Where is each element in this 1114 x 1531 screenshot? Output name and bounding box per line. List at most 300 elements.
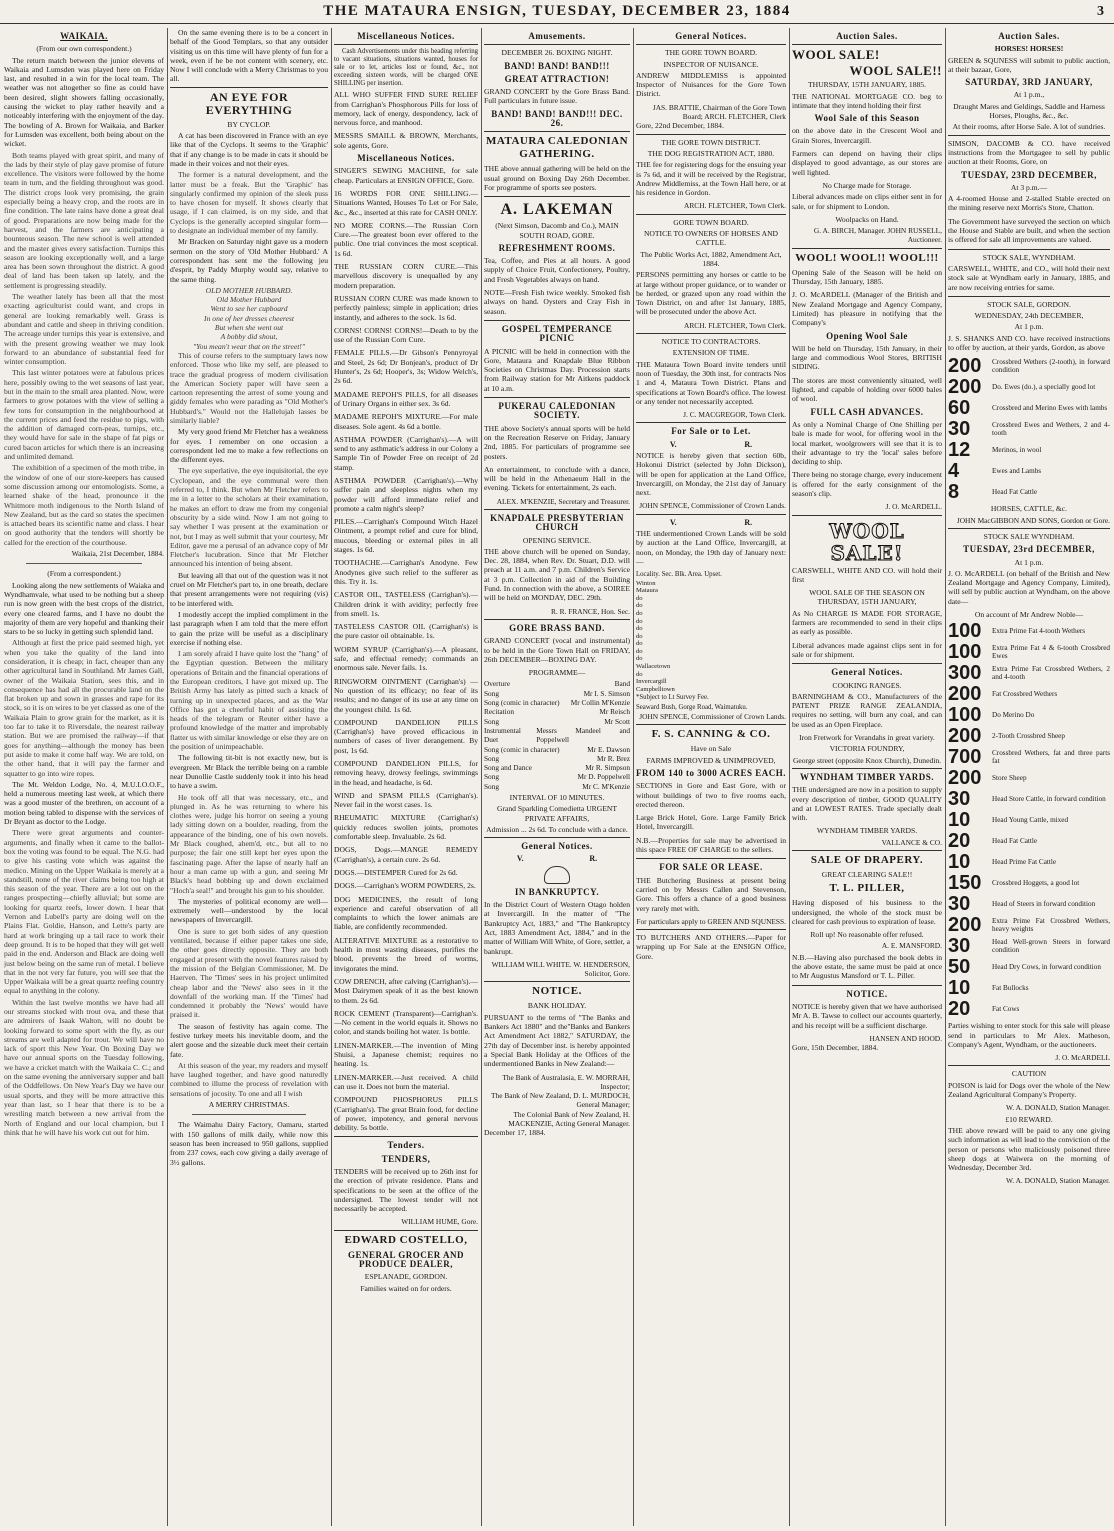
lands-table-row: do <box>636 632 643 640</box>
ad-canning-sections: SECTIONS in Gore and East Gore, with or without buildings of two to five rooms each, erected thereon. <box>636 781 786 809</box>
stock-lot-description: Head Prime Fat Cattle <box>992 858 1057 867</box>
stock-lot <box>948 936 1110 956</box>
ad-book-debts: N.B.—Having also purchased the book debts in the above estate, the same must be paid at once to Mr Augustus Mansford or T. L. Piller. <box>792 952 942 981</box>
ad-piller-body: Having disposed of his business to the undersigned, the whole of the stock must be cleared for cash previous to expiration of lease. <box>792 898 942 926</box>
programme-item-title: Recitation <box>484 707 514 717</box>
lands-table-row: Invercargill <box>636 678 667 686</box>
programme-item-performer: Band <box>614 679 630 689</box>
stock-lot <box>948 482 1110 502</box>
ad-cow-drench: COW DRENCH, after calving (Carrighan's).—Most Dairymen speak of it as the best known to them. 2s 6d. <box>334 976 478 1005</box>
stock-lot <box>948 726 1110 746</box>
wool-mcardell-intro: J. O. McARDELL (Manager of the British and New Zealand Mortgage and Agency Company, Limited) has pleasure in notifying that the Company's <box>792 290 942 328</box>
signature: WILLIAM WILL WHITE. W. HENDERSON, Solicitor, Gore. <box>491 959 630 979</box>
lands-table-row: do <box>636 670 643 678</box>
page-number: 3 <box>1097 4 1104 19</box>
ad-wyndham-time: At 1 p.m. <box>1014 557 1044 567</box>
section-heading-misc-notices: Miscellaneous Notices. <box>357 153 455 164</box>
stock-lot <box>948 831 1110 851</box>
ad-drapery-title: SALE OF DRAPERY. <box>810 854 924 866</box>
stock-lot-count: 200 <box>948 376 982 399</box>
notice-inspector-title: INSPECTOR OF NUISANCE. <box>663 59 759 69</box>
divider <box>636 929 786 930</box>
bank-signature: The Colonial Bank of New Zealand, H. MACKENZIE, Acting General Manager. <box>508 1109 630 1129</box>
notice-date: Gore, 15th December, 1884. <box>792 1043 879 1053</box>
ad-worm-syrup: WORM SYRUP (Carrighan's).—A pleasant, safe, and effectual remedy; commands an enormous sale. Never fails. 1s. <box>334 644 478 673</box>
article-paragraph: The Mt. Weldon Lodge, No. 4, M.U.I.O.O.F., held a numerous meeting last week, at which there was a good muster of the brethren, on account of a motion being tabled to dispense with the services of Dr Bryant as doctor to the Lodge. <box>4 779 164 827</box>
ad-repoh-mixture: MADAME REPOH'S MIXTURE.—For male diseases. Sole agent. 4s 6d a bottle. <box>334 412 478 431</box>
signature: G. A. BIRCH, Manager. JOHN RUSSELL, Auctioneer. <box>813 226 942 245</box>
stock-lot-description: Extra Prime Fat 4 & 6-tooth Crossbred Ewes <box>992 643 1110 661</box>
wool-sale-location: on the above date in the Crescent Wool and Grain Stores, Invercargill. <box>792 126 942 145</box>
byline: (From our own correspondent.) <box>36 44 132 54</box>
bank-holiday-body: PURSUANT to the terms of "The Banks and Bankers Act 1880" and the"Banks and Bankers Act Amendment Act 1882," SATURDAY, the 27th day of December inst. is hereby appointed a Special Bank Holiday at the Offices of the undermentioned Banks in New Zealand:— <box>484 1012 630 1069</box>
article-body-text: The weather lately has been all that the most exacting agriculturist could want, and crops in general are looking remarkably well. Grass is abundant and cattle and sheep in thriving condition. The acreage under turnips this year is extensive, and with the present growing weather we may look forward to an abundance of substantial feed for winter consumption. <box>4 292 164 367</box>
divider <box>170 87 328 88</box>
stock-lot-description: 2-Tooth Crossbred Sheep <box>992 732 1065 741</box>
signature: For particulars apply to GREEN AND SQUNESS. <box>636 916 786 926</box>
stock-lot-count: 200 <box>948 767 982 790</box>
signature: JOHN SPENCE, Commissioner of Crown Lands. <box>639 501 786 511</box>
ad-barningham-body: BARNINGHAM & CO., Manufacturers of the PATENT PRIZE RANGE ZEALANDIA, requires no setting, will burn any coal, and can be used as an Open Fireplace. <box>792 691 942 729</box>
stock-lot-description: Store Sheep <box>992 774 1027 783</box>
lands-table-header: Locality. Sec. Blk. Area. Upset. <box>636 571 722 579</box>
ad-simson-dacomb: SIMSON, DACOMB & CO. have received instructions from the Mortgagee to sell by public auction at their Rooms, Gore, on <box>948 138 1110 167</box>
lands-table-row: do <box>636 609 643 617</box>
lands-table-row: Campbelltown <box>636 685 675 693</box>
signature: VALLANCE & CO. <box>881 837 942 847</box>
great-attraction: GREAT ATTRACTION! <box>504 73 610 84</box>
section-heading-auction-sales: Auction Sales. <box>998 31 1060 41</box>
article-body-text: The exhibition of a specimen of the moth tribe, in the window of one of our store-keepers has caused some discussion among our entomologists. Some, a learned shake of the head, pronounce it the Whitmore moth indigenous to the North Island of New Zealand, but as the card so states the specimen is attached bears its scientific name and class. I hear on good authority that the tenders will shortly be called for the erection of the courthouse. <box>4 463 164 547</box>
stock-lot-count: 30 <box>948 418 971 441</box>
column-rule <box>633 28 634 1526</box>
ad-canning-farms: FARMS IMPROVED & UNIMPROVED, <box>646 755 776 765</box>
stock-lot <box>948 873 1110 893</box>
lands-table-row: do <box>636 655 643 663</box>
divider <box>484 619 630 620</box>
ad-piles: PILES.—Carrighan's Compound Witch Hazel Ointment, a prompt relief and cure for blind, mucous, bleeding or external piles in all stages. 1s 6d. <box>334 517 478 555</box>
signature: HANSEN AND HOOD. <box>869 1033 942 1043</box>
ad-stock-wyndham-title: STOCK SALE, WYNDHAM. <box>982 252 1076 262</box>
ad-russian-corn-cure-2: RUSSIAN CORN CURE was made known to perfectly painless; simple in application; dries instantly, and adheres to the sock. 1s 6d. <box>334 293 478 322</box>
ad-tenders: TENDERS will be received up to 26th inst for the erection of private residence. Plans and specifications to be seen at the office of the undersigned. The lowest tender will not necessarily be accepted. <box>334 1166 478 1214</box>
divider <box>192 1114 306 1115</box>
article-body-text: There were great arguments and counter-arguments, and finally when it came to the ballot-box the voting was found to be equal. The N.G. had to give his casting vote which was against the medico. Mining on the Upper Waikaia is merely at a standstill, none of the river claims being too high at this season of the year. There are a lot out on the ranges prospecting—chiefly alluvial; but some are looking for quartz reefs, lower down. I hear that Vernon and Lubell's party are doing well on the Plains Flat. Goldie, Hanson, and Lette's party are hard at work bringing up a tail race to work their deep ground. It is to be hoped that they will get well paid in the end. Anderson and Black are doing well just below being on the same run of metal. I believe that in the not very far future, you will see that the Upper Waikaia will be a great quartz reefing country equal to anything in the colony. <box>4 828 164 996</box>
stock-lot <box>948 747 1110 767</box>
signature: R. R. FRANCE, Hon. Sec. <box>550 606 630 616</box>
ad-simson-date: TUESDAY, 23RD DECEMBER, <box>961 169 1097 180</box>
divider <box>948 528 1110 529</box>
column-rule <box>481 28 482 1526</box>
article-body-text: Although at first the price paid seemed high, yet when you take the quality of the land into consideration, it is cheap; in fact, cheaper than any other agricultural land in Southland. Mr James Gall, owner of the Waikaia Station, sees this, and in consequence has had all the procurable land on the flat broken up and sown in grasses and rape for its stock, so it is on wires to be yet classed as one of the Waikaia Plain to grow grain for the market, as it is too far to take it to Riversdale, the nearest railway station. But we are promised the railway—if that goes for anything—although the money has been put aside to make it come half way. We are told, on the other hand, that it will pay the farmer and squatter to go into wire ropes. <box>4 638 164 778</box>
ad-sure-relief: ALL WHO SUFFER FIND SURE RELIEF from Carrighan's Phosphorous Pills for loss of memory, lack of energy, despondency, lack of nervous force, and manhood. <box>334 90 478 128</box>
wool-sale-storage: No Charge made for Storage. <box>822 180 912 190</box>
article-body-text: Both teams played with great spirit, and many of the lads by their style of play gave promise of future excellence. The visitors were followed by the home team in turn, and the fielding throughout was good. The district crops look very promising, the grain especially being a heavy crop, and the roots are in fine condition. The late rains have done a great deal of good. Preparations are now being made for the harvest, and the farmers are anticipating a bounteous season. The new school is well attended and the master gives every satisfaction. Turnips this season are looking exceptionally well, and a large area has been sown throughout the district. A good deal of land has been taken up lately, and the settlement is progressing steadily. <box>4 150 164 290</box>
divider <box>636 134 786 135</box>
ad-ringworm-ointment: RINGWORM OINTMENT (Carrighan's) —No question of its efficacy; no fear of its results; and no danger of its use at any time on the youngest child. 1s 6d. <box>334 676 478 714</box>
rates-notice: Cash Advertisements under this heading referring to vacant situations, situations wanted, houses for sale or to let, articles lost or found, &c., not exceeding sixteen words, will be charged ONE SHILLING per insertion. <box>334 48 478 88</box>
notice-contractors-title: NOTICE TO CONTRACTORS. <box>661 337 761 347</box>
stock-lot-count: 200 <box>948 683 982 706</box>
article-body-text: Within the last twelve months we have had all our streams stocked with trout ova, and these that are admirers of Isaak Walton, will no doubt be looking forward to some sport with the fly, as our streams are well adapted for trout. We will have no lack of sport this New Year. On Boxing Day we have our annual sports on the Tuesday following, we have a cricket match with the Waikaia C. C.; and on the same evening the anniversary supper and ball of the Oddfellows. On New Year's Day we have our usual sports, and they will be more attractive this year than last, so I hear that there is to be a wrestling match between a new arrival from the North of England and our local champion, but I think that he will have his work cut out for him. <box>4 997 164 1137</box>
divider <box>636 422 786 423</box>
section-heading-auction-sales: Auction Sales. <box>836 31 898 41</box>
stock-lot-count: 700 <box>948 746 982 769</box>
lands-footnote: *Subject to Lt Survey Fee. <box>636 694 709 702</box>
ad-rock-cement: ROCK CEMENT (Transparent)—Carrighan's.—No cement in the world equals it. Shows no color, and stands boiling hot water. 1s bottle. <box>334 1008 478 1037</box>
divider <box>484 44 630 45</box>
stock-lot-description: Head Well-grown Steers in forward condition <box>992 937 1110 955</box>
ad-worm-powders: DOGS.—Carrighan's WORM POWDERS, 2s. <box>334 881 476 891</box>
article-paragraph: Looking along the new settlements of Waiaka and Wyndhamvale, what used to be nothing but a sheep run is now green with the best crops of the district, every one cleared farms, and I have no doubt the majority of them are very hopeful and thanking their stars to be so lucky in getting such splendid land. <box>4 580 164 637</box>
column-rule <box>945 28 946 1526</box>
stock-lot-count: 60 <box>948 397 971 420</box>
ad-green-time: At 1 p.m., <box>1013 90 1045 100</box>
programme-item-performer: Mr D. Poppelwell <box>577 772 630 782</box>
ad-simson-house: A 4-roomed House and 2-stalled Stable erected on the mining reserve next Morris's Store, Chatton. <box>948 194 1110 213</box>
column-3-notices <box>334 28 478 1526</box>
article-body-text: The eye superlative, the eye inquisitorial, the eye Cyclopean, and the eye communal were then referred to, I think. But when Mr Fletcher refers to me in a letter to the scholars at their examination, he makes an effort to draw me from my congenial obscurity by a side wind. Now I am not going to say whether I was present at the examination or not, but I may as well submit that your courtesy, Mr Editor, gave me a perusal of an advance copy of Mr Fletcher's lucubration. Since that Mr Fletcher announced his intention of being absent. <box>170 466 328 569</box>
ad-butchers-paper: TO BUTCHERS AND OTHERS.—Paper for wrapping up For Sale at the ENSIGN Office, Gore. <box>636 933 786 961</box>
ad-costello-address: ESPLANADE, GORDON. <box>364 1272 448 1282</box>
divider <box>792 663 942 664</box>
ad-green-lots: Draught Mares and Geldings, Saddle and Harness Horses, Ploughs, &c., &c. <box>953 101 1105 121</box>
notice-land-application: NOTICE is hereby given that section 60b, Hokonui District (selected by John Dickson), will be open for application at the Land Office, Invercargill, on Monday, the 21st day of January next. <box>636 450 786 498</box>
ad-pukerau-title: PUKERAU CALEDONIAN SOCIETY. <box>498 401 616 421</box>
ad-knapdale-subtitle: OPENING SERVICE. <box>522 535 592 545</box>
divider <box>484 981 630 982</box>
ad-rheumatic-mixture: RHEUMATIC MIXTURE (Carrighan's) quickly reduces swollen joints, promotes comfortable sleep. Invaluable. 2s 6d. <box>334 813 478 842</box>
article-paragraph: On the same evening there is to be a concert in behalf of the Good Templars, so that any outsider visiting us on this time will have plenty of fun for a week, even if he be not content with scenery, etc. Now I will conclude with a Merry Christmas to you all. <box>170 28 328 84</box>
ad-sixteen-words: 16 WORDS FOR ONE SHILLING.—Situations Wanted, Houses To Let or For Sale, &c., &c., inserted at this rate for CASH ONLY. <box>334 188 478 217</box>
stock-lot-description: Crossbred Ewes and Wethers, 2 and 4-tooth <box>992 420 1110 438</box>
stock-lot <box>948 705 1110 725</box>
tenders-title: TENDERS, <box>381 1153 431 1164</box>
stock-lot-count: 200 <box>948 914 982 937</box>
section-heading-amusements: Amusements. <box>528 31 586 41</box>
ad-corns: CORNS! CORNS! CORNS!—Death to by the use of the Russian Corn Cure. <box>334 325 478 345</box>
horses-headline: HORSES! HORSES! <box>994 44 1064 54</box>
ad-lakeman-note: NOTE—Fresh Fish twice weekly. Smoked fish always on hand. Oysters and Cray Fish in season. <box>484 288 630 316</box>
stock-lot <box>948 789 1110 809</box>
signature: J. O. McARDELL <box>1055 1053 1110 1063</box>
ad-dog-medicines: DOG MEDICINES, the result of long experience and careful observation of all complaints to which the lower animals are liable, are confidently recommended. <box>334 894 478 932</box>
stock-lot-description: Head of Steers in forward condition <box>992 900 1096 909</box>
royal-cipher: V. R. <box>516 854 598 864</box>
stock-lot-description: Fat Bullocks <box>992 984 1029 993</box>
wool-wool-headline: WOOL! WOOL!! WOOL!!! <box>795 251 939 264</box>
masthead <box>0 0 1114 24</box>
stock-lot-description: Extra Prime Fat Crossbred Wethers, heavy weights <box>992 916 1110 934</box>
stock-lot-description: Do. Ewes (do.), a specially good lot <box>992 383 1096 392</box>
programme-item-performer: Mr E. Dawson <box>587 744 630 754</box>
article-paragraph: I modestly accept the implied compliment in the last paragraph when I am told that the mere effort to gain the prize will be useful as a disciplinary exercise if nothing else. <box>170 609 328 647</box>
ad-gordon-time: At 1 p.m. <box>1014 322 1044 332</box>
ad-pukerau-entertainment: An entertainment, to conclude with a dance, will be held in the Athenaeum Hall in the evening. Tickets for entertainment, 2s each. <box>484 464 630 493</box>
divider <box>484 397 630 398</box>
programme-item <box>484 754 630 763</box>
stock-lot <box>948 978 1110 998</box>
verse: OLD MOTHER HUBBARD. Old Mother Hubbard Went to see her cupboard In one of her dresses cheerest But when she went out A bobby did shout, "You mean't wear that on the street!" <box>192 285 306 351</box>
ad-costello-note: Families waited on for orders. <box>360 1283 452 1293</box>
ad-simson-survey: The Government have surveyed the section on which the House and Stable are built, and when the section is offered for sale all improvements are valued. <box>948 216 1110 245</box>
ad-poison-notice: POISON is laid for Dogs over the whole of the New Zealand Agricultural Company's Property. <box>948 1080 1110 1100</box>
programme-item-title: Song <box>484 688 500 698</box>
ad-green-squness: GREEN & SQUNESS will submit to public auction, at their bazaar, Gore, <box>948 55 1110 74</box>
programme-heading: PROGRAMME— <box>528 668 586 678</box>
column-rule <box>167 28 168 1526</box>
stock-lot-description: Extra Prime Fat 4-tooth Wethers <box>992 627 1086 636</box>
notice-gore-district: THE GORE TOWN DISTRICT. <box>661 137 761 147</box>
stock-lot-description: Head Store Cattle, in forward condition <box>992 795 1106 804</box>
ad-stock-gordon-title: STOCK SALE, GORDON. <box>987 299 1071 309</box>
wool-cash-advances: FULL CASH ADVANCES. <box>810 406 924 417</box>
section-heading-misc-notices: Miscellaneous Notices. <box>357 31 455 41</box>
programme-item-title: Instrumental Duet <box>484 725 521 745</box>
ad-smaill-brown: MESSRS SMAILL & BROWN, Merchants, sole agents, Gore. <box>334 131 478 150</box>
column-1-news <box>4 28 164 1526</box>
column-5-general-notices <box>636 28 786 1526</box>
boxing-night-line: DECEMBER 26. BOXING NIGHT. <box>501 48 613 58</box>
notice-title: NOTICE. <box>846 988 888 999</box>
divider <box>792 248 942 249</box>
divider <box>948 296 1110 297</box>
ad-canning-note: N.B.—Properties for sale may be advertised in this space FREE OF CHARGE to the sellers. <box>636 835 786 855</box>
signature: JOHN MacGIBBON AND SONS, Gordon or Gore. <box>956 515 1110 525</box>
band-line: BAND! BAND! BAND!!! <box>504 60 610 71</box>
stock-list-wyndham <box>948 621 1110 1019</box>
programme-item-title: Song <box>484 753 500 763</box>
article-body-text: He took off all that was necessary, etc., and plunged in. As he was returning to where his clothes were, judge his horror on seeing a young lady sitting down on a boulder, reading, from the appearance of the binding, one of his own novels. Mr Black coughed, ahem'd, etc., but all to no purpose; the fair one still kept her eyes upon the fascinating page. After the lapse of nearly half an hour a man came up with a gun, and seeing Mr Black's head bobbing up and down exclaimed "Hoch'a seal!" and brought his gun to his shoulder. <box>170 792 328 895</box>
stock-lot-description: Crossbred Hoggets, a good lot <box>992 879 1080 888</box>
ad-picnic-body: A PICNIC will be held in connection with the Gore, Mataura and Knapdale Blue Ribbon Societies on Christmas Day. Procession starts from Railway station for Mr Aitkens paddock at 10 a.m. <box>484 346 630 393</box>
notice-title: NOTICE. <box>532 985 582 998</box>
wool-carswell-date: WOOL SALE OF THE SEASON ON THURSDAY, 15TH JANUARY, <box>809 588 925 607</box>
programme-item-title: Song <box>484 716 500 726</box>
wool-sale-display: Farmers can depend on having their clips displayed to good advantage, as our stores are well lighted. <box>792 149 942 177</box>
stock-lot-description: Crossbred Wethers, fat and three parts fat <box>992 748 1110 766</box>
divider <box>948 135 1110 136</box>
ad-lakeman-heading: REFRESHMENT ROOMS. <box>498 242 616 253</box>
notice-horses-body: PERSONS permitting any horses or cattle to be at large without proper guidance, or to wander or be herded, or grazed upon any road within the Town District, on and after 1st January, 1885, will be prosecuted under the above Act. <box>636 270 786 317</box>
ad-simson-time: At 3 p.m.— <box>1010 182 1048 192</box>
article-paragraph: The season of festivity has again come. The festive turkey meets his inevitable doom, and the alert goose and the sizeable duck meet their certain fate. <box>170 1021 328 1059</box>
stock-lot-count: 100 <box>948 641 982 664</box>
ad-singer-sewing: SINGER'S SEWING MACHINE, for sale cheap. Particulars at ENSIGN OFFICE, Gore. <box>334 166 478 185</box>
ad-costello-name: EDWARD COSTELLO, <box>344 1233 468 1246</box>
ad-reward-body: THE above reward will be paid to any one giving such information as will lead to the conviction of the person or persons who maliciously poisoned three sheep dogs at Waiwera on the morning of Wednesday, December 3rd. <box>948 1125 1110 1173</box>
ad-dandelion-pills-2: COMPOUND DANDELION PILLS, for removing heavy, drowsy feelings, swimmings in the head, and headache, is 6d. <box>334 759 478 787</box>
ad-asthma-powder-2: ASTHMA POWDER (Carrighan's).—Why suffer pain and sleepless nights when my powder will afford immediate relief and promote a calm night's sleep? <box>334 475 478 513</box>
lands-table-row: do <box>636 617 643 625</box>
stock-lot-count: 30 <box>948 935 971 958</box>
stock-lot-description: Head Dry Cows, in forward condition <box>992 963 1101 972</box>
signature: ARCH. FLETCHER, Town Clerk. <box>684 201 786 211</box>
programme-item <box>484 689 630 698</box>
signature: ALEX. M'KENZIE, Secretary and Treasurer. <box>496 496 630 506</box>
ad-brass-band-body: GRAND CONCERT (vocal and instrumental) to be held in the Gore Town Hall on FRIDAY, 26th DECEMBER—BOXING DAY. <box>484 636 630 664</box>
programme-item <box>484 707 630 716</box>
article-paragraph: The following tit-bit is not exactly new, but is evergreen. Mr Black the terrible being on a ramble near Dunollie Castle suddenly took it into his head to have a swim. <box>170 753 328 791</box>
wool-carswell-storage: As No CHARGE IS MADE FOR STORAGE, farmers are recommended to send in their clips as early as possible. <box>792 608 942 637</box>
stock-list-gordon <box>948 356 1110 502</box>
divider <box>636 44 786 45</box>
signature: J. C. MACGREGOR, Town Clerk. <box>683 410 786 420</box>
divider <box>484 131 630 132</box>
ad-pukerau-body: THE above Society's annual sports will be held on the Recreation Reserve on Friday, January 2nd, 1885. For particulars of programme see posters. <box>484 423 630 461</box>
column-heading-eye-for-everything: AN EYE FOR EVERYTHING <box>205 89 293 117</box>
divider <box>792 768 942 769</box>
stock-lot <box>948 768 1110 788</box>
ad-russian-corn-cure: THE RUSSIAN CORN CURE.—This marvellous discovery is unequalled by any modern preparation. <box>334 262 478 290</box>
ad-clearing-sale: GREAT CLEARING SALE!! <box>821 870 913 879</box>
article-paragraph: Mr Bracken on Saturday night gave us a modern sermon on the story of 'Old Mother Hubbard.' A correspondent has sent me the following jeu d'esprit, by Paddy Murphy would say, relative to the same thing. <box>170 237 328 284</box>
stock-lot-count: 20 <box>948 830 971 853</box>
article-paragraph: A cat has been discovered in France with an eye like that of the Cyclops. It seems to the 'Graphic' that if any change is to be made in cats it should be made in their voices and not their eyes. <box>170 131 328 168</box>
stock-lot <box>948 419 1110 439</box>
signoff: A MERRY CHRISTMAS. <box>208 1100 290 1110</box>
stock-lot-description: Extra Prime Fat Crossbred Wethers, 2 and 4-tooth <box>992 664 1110 682</box>
article-body-text: At this season of the year, my readers and myself have laughed together, and have good naturedly combined to illume the process of revelation with sensations of jocosity. To one and all I wish <box>170 1060 328 1098</box>
byline: BY CYCLOP. <box>227 119 271 129</box>
ad-wyndham-timber-body: THE undersigned are now in a position to supply every description of timber, GOOD QUALITY and at LOWEST RATES. Trade specially dealt with. <box>792 785 942 823</box>
lands-table <box>636 580 786 694</box>
programme-item <box>484 679 630 688</box>
stock-lot-description: Head Young Cattle, mixed <box>992 816 1069 825</box>
dateline: Waikaia, 21st December, 1884. <box>71 549 164 559</box>
notice-gore-board: GORE TOWN BOARD. <box>673 217 749 227</box>
ad-wyndham-date: TUESDAY, 23rd DECEMBER, <box>963 544 1095 555</box>
stock-lot-count: 20 <box>948 998 971 1021</box>
stock-lot <box>948 377 1110 397</box>
column-2-news <box>170 28 328 1526</box>
programme-item-performer: Mr Scott <box>604 716 630 726</box>
wool-opening-title: Opening Wool Sale <box>826 330 908 341</box>
signature: A. E. MANSFORD. <box>881 941 942 951</box>
ad-lakeman-body: Tea, Coffee, and Pies at all hours. A good supply of Choice Fruit, Confectionery, Poultry, and Fresh Vegetables always on hand. <box>484 256 630 284</box>
divider <box>792 44 942 45</box>
royal-crest-icon <box>544 866 570 884</box>
signature: J. O. McARDELL. <box>885 502 942 512</box>
column-rule <box>331 28 332 1526</box>
divider <box>484 320 630 321</box>
notice-date: Gore, 22nd December, 1884. <box>636 121 724 131</box>
section-heading-waikaia: WAIKAIA. <box>60 31 108 41</box>
bank-holiday-title: BANK HOLIDAY. <box>527 1001 587 1011</box>
divider <box>484 509 630 510</box>
ad-lakeman-name: A. LAKEMAN <box>500 201 614 219</box>
section-heading-general-notices: General Notices. <box>831 667 903 678</box>
notice-dog-body: THE fee for registering dogs for the ensuing year is 7s 6d, and it will be received by the Registrar, Andrew Middlemiss, at the Town Hall here, or at his residence in Gordon. <box>636 160 786 198</box>
wool-opening-details: Will be held on Thursday, 15th January, in their large and commodious Wool Stores, BRITISH SIDING. <box>792 343 942 372</box>
ad-brass-band-title: GORE BRASS BAND. <box>509 622 605 633</box>
programme-item-performer: Mr I. S. Simson <box>583 688 630 698</box>
ad-stock-wyndham-2-title: STOCK SALE WYNDHAM. <box>983 531 1075 541</box>
section-heading-general-notices: General Notices. <box>521 841 593 852</box>
stock-lot-description: Ewes and Lambs <box>992 467 1042 476</box>
programme-item-title: Song (comic in character) <box>484 698 560 708</box>
signature: WILLIAM HUME, Gore. <box>401 1217 478 1227</box>
article-body-text: This last winter potatoes were at fabulous prices here, possibly owing to the wet seasons of last year, but in the main to the small area planted. Now, were farmers to grow potatoes with the view of selling a few tons for consumption in the neighbourhood at the current prices and feed the residue to pigs, with the addition of damaged corn-peas, turnips, etc., they would have for sale in the shape of fat pigs or cured bacon articles for which there is an increasing and unlimited demand. <box>4 368 164 462</box>
divider <box>484 196 630 197</box>
programme-item-title: Song and Dance <box>484 763 532 773</box>
ad-canning-acres: FROM 140 to 3000 ACRES EACH. <box>636 767 786 778</box>
wool-sale-season: Wool Sale of this Season <box>814 113 920 124</box>
wool-sale-headline: WOOL SALE!! <box>849 63 942 79</box>
wool-sale-date: THURSDAY, 15TH JANUARY, 1885. <box>807 80 926 90</box>
ad-picnic-title: GOSPEL TEMPERANCE PICNIC <box>501 323 613 344</box>
divider <box>636 724 786 725</box>
bank-signature: The Bank of Australasia, E. W. MORRAH, Inspector; <box>502 1072 630 1091</box>
divider <box>948 1065 1110 1066</box>
section-heading-general-notices: General Notices. <box>675 31 747 41</box>
ad-asthma-powder: ASTHMA POWDER (Carrighan's).—A will send to any asthmatic's address in our Colony a Sample Tin of Powder Free on receipt of 2d stamp. <box>334 434 478 472</box>
stock-lot <box>948 356 1110 376</box>
ad-lease-title: FOR SALE OR LEASE. <box>659 862 763 873</box>
programme-item-title: Song <box>484 781 500 791</box>
column-6-auction-sales <box>792 28 942 1526</box>
ad-horses-cattle: HORSES, CATTLE, &c. <box>990 504 1068 514</box>
article-paragraph: My very good friend Mr Fletcher has a weakness for eyes. I remember on one occasion a correspondent led me to make a few reflections on the different eyes. <box>170 427 328 465</box>
divider <box>792 985 942 986</box>
stock-lot <box>948 810 1110 830</box>
signature: JAS. BRATTIE, Chairman of the Gore Town Board; ARCH. FLETCHER, Clerk <box>652 102 786 122</box>
signature: W. A. DONALD, Station Manager. <box>1005 1103 1110 1113</box>
ad-caution-title: CAUTION <box>1011 1069 1047 1079</box>
wool-stores: The stores are most conveniently situated, well lighted, and capable of holding over 6000 bales of wool. <box>792 375 942 404</box>
stock-lot <box>948 642 1110 662</box>
ad-canning-sub: Have on Sale <box>690 744 732 754</box>
stock-lot-count: 100 <box>948 704 982 727</box>
lands-deferred: Seaward Bush, Gorge Road, Waimatuku. <box>636 703 748 711</box>
lands-table-row: do <box>636 602 643 610</box>
wool-sale-advances: Liberal advances made on clips either sent in for sale, or for shipment to London. <box>792 192 942 211</box>
stock-lot <box>948 852 1110 872</box>
notice-crown-lands: THE undermentioned Crown Lands will be sold by auction at the Land Office, Invercargill, at noon, on Monday, the 19th day of January next:— <box>636 529 786 566</box>
programme-item-performer: Mr R. Brez <box>596 753 630 763</box>
programme-item-performer: Mr Reisch <box>599 707 630 717</box>
programme-item-title: Song (comic in character) <box>484 744 560 754</box>
article-paragraph: The mysteries of political economy are well—extremely well—understood by the local newspapers of Invercargill. <box>170 896 328 925</box>
divider <box>636 858 786 859</box>
divider <box>636 514 786 515</box>
wool-inducement: There being no storage charge, every inducement is offered for the early consignment of the season's clip. <box>792 470 942 498</box>
wool-sale-outline-headline: WOOL SALE! <box>829 518 905 565</box>
byline: (From a correspondent.) <box>47 569 121 579</box>
wool-nominal-charge: As only a Nominal Charge of One Shilling per bale is made for wool, for offering wool in the local market, woolgrowers will see that it is to their advantage to try the 'local' sales before deciding to ship. <box>792 419 942 467</box>
programme-item-title: Overture <box>484 679 510 689</box>
stock-lot-count: 150 <box>948 872 982 895</box>
ad-green-sundries: At their rooms, after Horse Sale. A lot of sundries. <box>952 122 1106 132</box>
ad-mange-remedy: DOGS, Dogs.—MANGE REMEDY (Carrighan's), a certain cure. 2s 6d. <box>334 845 478 864</box>
ad-lease-body: THE Butchering Business at present being carried on by Messrs Callen and Stevenson, Gore. This offers a chance of a good business very rarely met with. <box>636 875 786 913</box>
divider <box>334 44 478 45</box>
ad-lakeman-address: (Next Simson, Dacomb and Co.), MAIN SOUTH ROAD, GORE. <box>495 221 619 240</box>
section-heading-for-sale: For Sale or to Let. <box>671 426 751 437</box>
article-body-text: One is sure to get both sides of any question ventilated, because if either paper takes one side, the other goes directly opposite. They are both engaged at present with the novel features raised by the mission of the Belgian Commissioner, M. De Haerven. The 'Times' sees in his project unlimited cheap labor and the 'News' also sees in it the downfall of the working man. If the 'Times' had condemned it probably the 'News' would have praised it. <box>170 926 328 1020</box>
stock-lot-description: Merinos, in wool <box>992 446 1042 455</box>
divider <box>484 837 630 838</box>
comedietta-line: Grand Sparkling Comedietta URGENT PRIVATE AFFAIRS, <box>496 804 617 823</box>
divider <box>792 515 942 516</box>
ad-reward-title: £10 REWARD. <box>1005 1114 1053 1124</box>
stock-lot-count: 200 <box>948 725 982 748</box>
bankruptcy-body: In the District Court of Western Otago holden at Invercargill. In the matter of "The Bankruptcy Act, 1883," and "The Bankruptcy Act, 1883 Amendment Act, 1884," and in the matter of William Will White, of Gore, settler, a bankrupt. <box>484 900 630 956</box>
article-body-text: This of course refers to the sumptuary laws now enforced. Those who like my self, are pleased to trace the gradual progress of modern civilisation the American Society paper will have seen a cartoon representing the arrest of some young and giddy females who were parading as "Old Mother's Hubbard's." Would not the Hallelujah lasses be similarly liable? <box>170 350 328 425</box>
programme-item <box>484 726 630 745</box>
interval-line: INTERVAL OF 10 MINUTES. <box>509 793 605 802</box>
notice-horses-act: The Public Works Act, 1882, Amendment Act, 1884. <box>640 249 782 268</box>
